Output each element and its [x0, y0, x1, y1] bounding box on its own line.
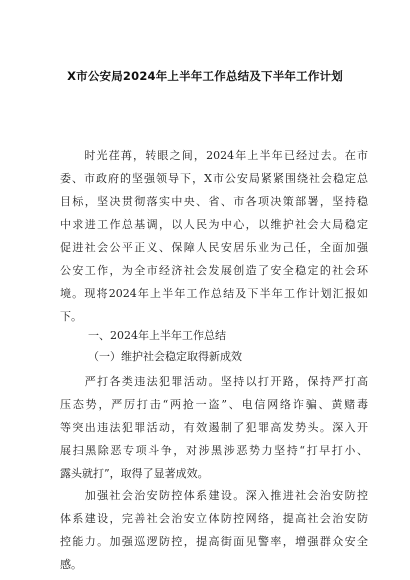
- crime-crackdown-paragraph: [60, 370, 368, 485]
- crime-line: 严打各类违法犯罪活动。坚持以打开路，保持严打高: [60, 375, 368, 388]
- control-line: 体系建设，完善社会治安立体防控网络，提高社会治安防: [60, 512, 368, 525]
- intro-line: 公安工作，为全市经济社会发展创造了安全稳定的社会环: [60, 264, 368, 277]
- intro-line: 时光荏苒，转眼之间，2024年上半年已经过去。在市: [60, 149, 368, 162]
- control-line: 加强社会治安防控体系建设。深入推进社会治安防控: [60, 489, 368, 502]
- document-title: X市公安局2024年上半年工作总结及下半年工作计划: [67, 69, 343, 83]
- intro-line: 促进社会公平正义、保障人民安居乐业为己任，全面加强: [60, 241, 368, 254]
- intro-line: 委、市政府的坚强领导下，X市公安局紧紧围绕社会稳定总: [60, 172, 368, 185]
- section-heading: 一、2024年上半年工作总结: [88, 329, 226, 342]
- security-control-paragraph: [60, 484, 368, 576]
- crime-line: 露头就打”，取得了显著成效。: [60, 467, 209, 480]
- intro-line: 目标，坚决贯彻落实中央、省、市各项决策部署，坚持稳: [60, 195, 368, 208]
- intro-line: 中求进工作总基调，以人民为中心，以维护社会大局稳定: [60, 218, 368, 231]
- intro-line: 下。: [60, 310, 82, 323]
- subsection-heading: （一）维护社会稳定取得新成效: [88, 350, 242, 363]
- crime-line: 展扫黑除恶专项斗争，对涉黑涉恶势力坚持“打早打小、: [60, 444, 368, 457]
- control-line: 控能力。加强巡逻防控，提高街面见警率，增强群众安全: [60, 535, 368, 548]
- intro-line: 境。现将2024年上半年工作总结及下半年工作计划汇报如: [60, 287, 368, 300]
- control-line: 感。: [60, 558, 82, 571]
- crime-line: 等突出违法犯罪活动，有效遏制了犯罪高发势头。深入开: [60, 421, 368, 434]
- intro-paragraph: [60, 144, 368, 328]
- crime-line: 压态势，严厉打击“两抢一盗”、电信网络诈骗、黄赌毒: [60, 398, 368, 411]
